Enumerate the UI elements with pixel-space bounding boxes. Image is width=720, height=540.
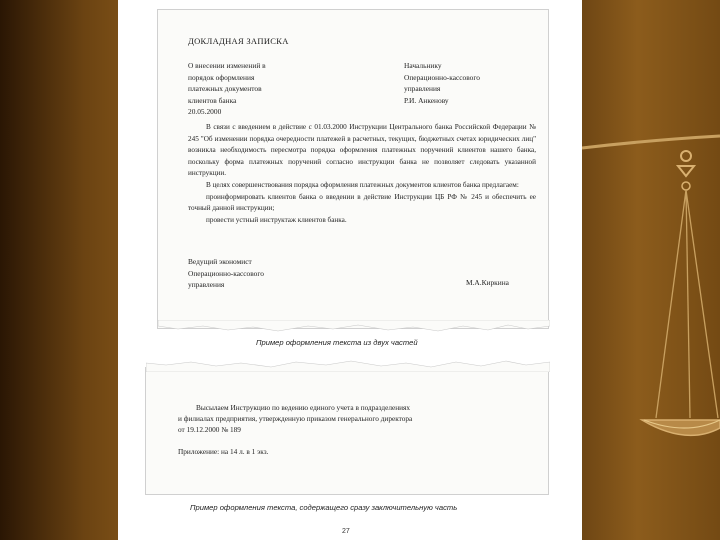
- memo-sheet: [158, 10, 548, 328]
- caption-top: Пример оформления текста из двух частей: [256, 338, 418, 347]
- signer-position: [188, 256, 264, 291]
- addressee-line: Начальнику: [404, 61, 442, 70]
- signer-name: М.А.Киркина: [466, 278, 509, 287]
- signer-line: Операционно-кассового: [188, 268, 264, 278]
- balance-scale-icon: [560, 0, 720, 540]
- subject-line: клиентов банка: [188, 95, 237, 105]
- addressee-line: управления: [404, 84, 441, 93]
- memo-addressee-block: [404, 60, 480, 106]
- memo-date: 20.05.2000: [188, 107, 222, 116]
- subject-line: О внесении изменений в: [188, 61, 266, 70]
- attachment-note: Приложение: на 14 л. в 1 экз.: [178, 447, 269, 456]
- addressee-line: Р.И. Анкенову: [404, 95, 449, 105]
- signer-line: Ведущий экономист: [188, 257, 252, 266]
- caption-bottom: Пример оформления текста, содержащего сразу заключительную часть: [190, 503, 458, 512]
- memo-subject-block: [188, 60, 266, 118]
- torn-edge-bottom: [146, 358, 550, 372]
- subject-line: порядок оформления: [188, 72, 255, 82]
- signer-line: управления: [188, 280, 225, 289]
- torn-edge-top: [158, 320, 550, 334]
- memo-body: [188, 122, 536, 226]
- page-number: 27: [342, 528, 350, 535]
- appendix-text: [178, 402, 518, 435]
- body-paragraph: проинформировать клиентов банка о введении в действие Инструкции ЦБ РФ № 245 и обеспечить ее точный данной инструкции;: [188, 192, 536, 213]
- addressee-line: Операционно-кассового: [404, 72, 480, 82]
- body-paragraph: провести устный инструктаж клиентов банка.: [206, 215, 347, 224]
- document-page: [118, 0, 582, 540]
- left-background-panel: [0, 0, 120, 540]
- subject-line: платежных документов: [188, 84, 262, 93]
- appendix-line: и филиалах предприятия, утвержденную приказом генерального директора: [178, 414, 413, 423]
- body-paragraph: В связи с введением в действие с 01.03.2000 Инструкции Центрального банка Российской Федерации № 245 "Об изменении порядка очередности платежей в расчетных, текущих, бюджетных счетах юридических лиц" возникла необходимость пересмотра порядка оформления платежных поручений клиентов нашего банка, поскольку форма платежных поручений согласно инструкции банка не позволяет следовать указанной инструкции.: [188, 123, 536, 178]
- body-paragraph: В целях совершенствования порядка оформления платежных документов клиентов банка предлагаем:: [206, 180, 519, 189]
- appendix-line: от 19.12.2000 № 189: [178, 425, 241, 434]
- appendix-line: Высылаем Инструкцию по ведению единого учета в подразделениях: [196, 403, 411, 412]
- memo-title: ДОКЛАДНАЯ ЗАПИСКА: [188, 36, 289, 46]
